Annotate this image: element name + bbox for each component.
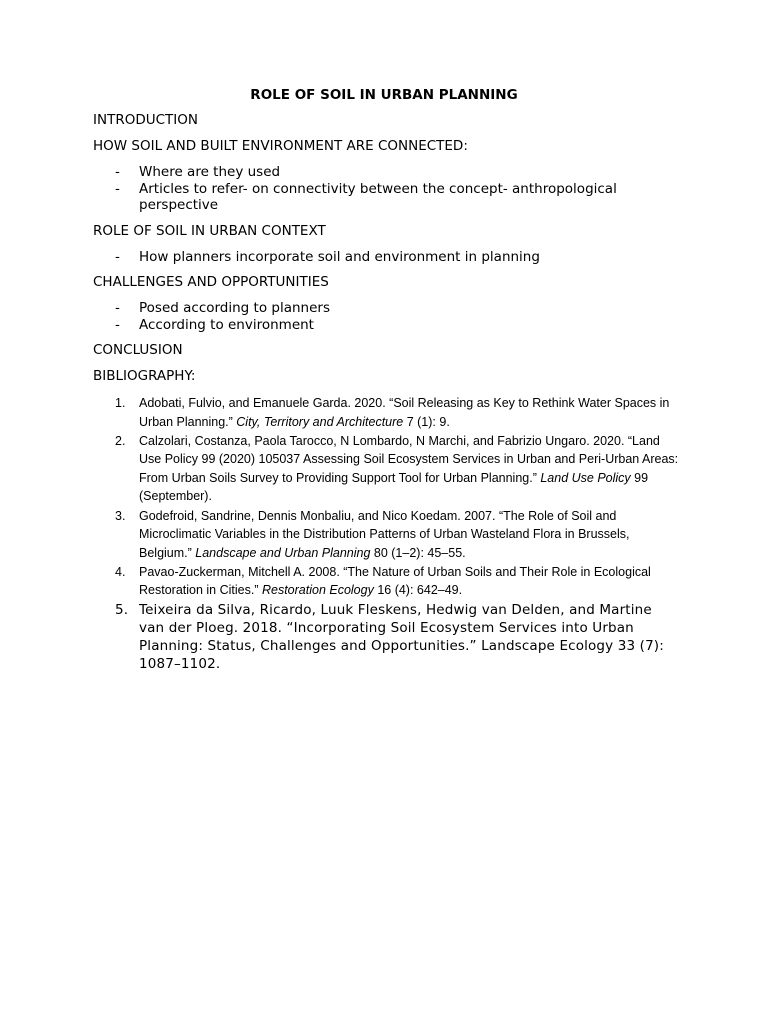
dash-marker: - [115,180,120,197]
entry-number: 3. [115,508,126,523]
list-item-text: Articles to refer- on connectivity between the concept- anthropological perspective [139,180,617,213]
list-item [93,181,683,214]
list-item [93,164,683,181]
entry-journal: Landscape and Urban Planning [195,545,371,560]
bibliography-entry [93,563,679,600]
list-item [93,300,683,317]
bibliography-entry [93,601,679,673]
bibliography-list [93,394,683,673]
entry-journal: Land Use Policy [540,470,631,485]
connection-list [93,164,683,214]
list-item-text: How planners incorporate soil and environment in planning [139,248,540,265]
document-body [93,86,683,674]
heading-connection: HOW SOIL AND BUILT ENVIRONMENT ARE CONNECTED: [93,138,468,154]
entry-number: 1. [115,396,126,410]
entry-text: Adobati, Fulvio, and Emanuele Garda. 2020. “Soil Releasing as Key to Rethink Water Spaces in Urban Planning.” [139,396,670,429]
list-item [93,249,683,266]
entry-text: Pavao-Zuckerman, Mitchell A. 2008. “The Nature of Urban Soils and Their Role in Ecological Restoration in Cities.” [139,564,651,598]
entry-volume: 80 (1–2): 45–55. [370,545,466,560]
entry-volume: 7 (1): 9. [403,414,450,429]
entry-journal: City, Territory and Architecture [236,414,404,429]
entry-volume: 99 (September). [139,470,649,504]
urban-context-list [93,249,683,266]
entry-text: Godefroid, Sandrine, Dennis Monbaliu, and Nico Koedam. 2007. “The Role of Soil and Microclimatic Variables in the Distribution Patterns of Urban Wasteland Flora in Brussels, Belgium.” [139,508,630,560]
entry-number: 4. [115,564,126,579]
challenges-list [93,300,683,333]
entry-volume: 16 (4): 642–49. [373,583,463,598]
page-title: ROLE OF SOIL IN URBAN PLANNING [250,87,518,103]
entry-text: Teixeira da Silva, Ricardo, Luuk Fleskens, Hedwig van Delden, and Martine van der Ploeg. 2018. “Incorporating Soil Ecosystem Services into Urban Planning: Status, Challenges and Opportunities.” Landscape Ecology 33 (7): 1087–1102. [139,602,664,673]
dash-marker: - [115,248,120,265]
heading-challenges: CHALLENGES AND OPPORTUNITIES [93,274,329,290]
heading-introduction: INTRODUCTION [93,112,198,128]
list-item-text: According to environment [139,316,314,333]
dash-marker: - [115,164,120,180]
dash-marker: - [115,300,120,316]
heading-bibliography: BIBLIOGRAPHY: [93,368,196,384]
dash-marker: - [115,316,120,333]
bibliography-entry [93,432,679,506]
entry-number: 5. [115,602,129,619]
list-item-text: Posed according to planners [139,300,330,316]
list-item-text: Where are they used [139,164,281,180]
heading-conclusion: CONCLUSION [93,342,183,358]
entry-number: 2. [115,433,126,448]
list-item [93,317,683,334]
entry-text: Calzolari, Costanza, Paola Tarocco, N Lombardo, N Marchi, and Fabrizio Ungaro. 2020. “Land Use Policy 99 (2020) 105037 Assessing Soil Ecosystem Services in Urban and Peri-Urban Areas: From Urban Soils Survey to Providing Support Tool for Urban Planning.” [139,433,679,485]
heading-urban-context: ROLE OF SOIL IN URBAN CONTEXT [93,222,326,239]
bibliography-entry [93,394,679,431]
entry-journal: Restoration Ecology [261,583,374,598]
bibliography-entry [93,507,679,563]
